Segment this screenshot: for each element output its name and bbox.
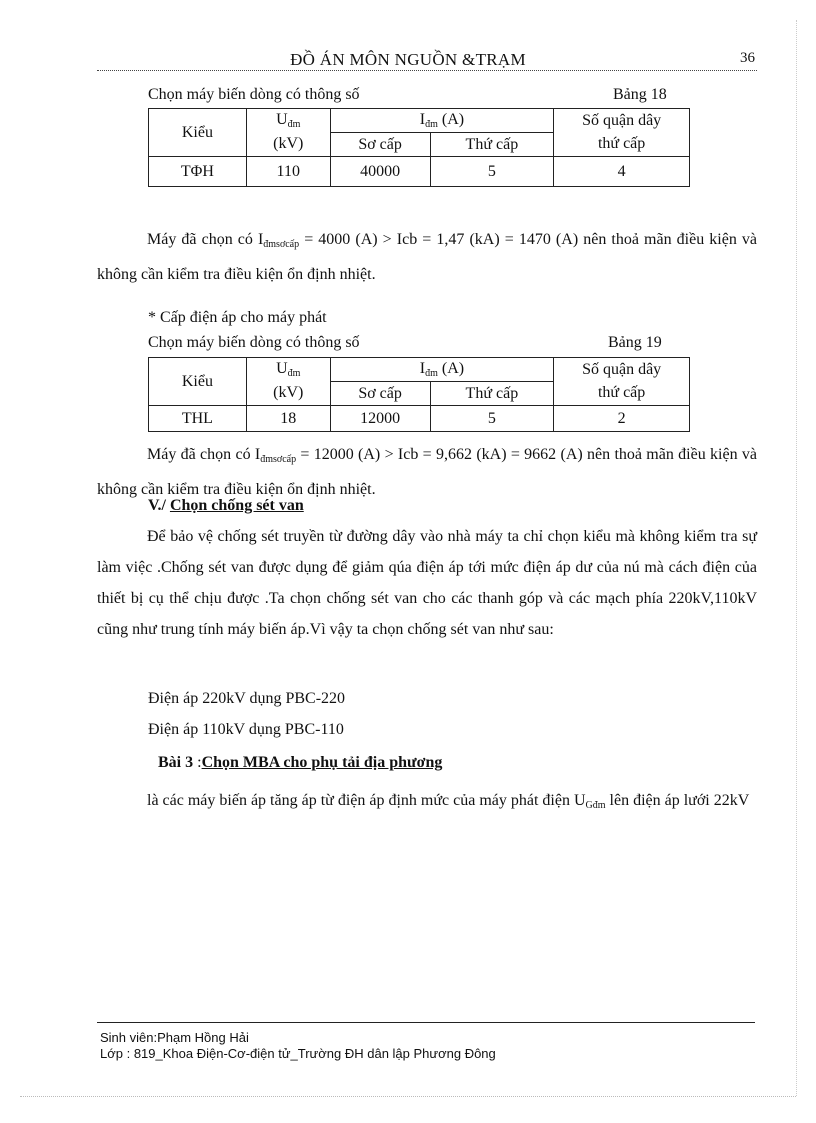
cell-thu-cap: 5 [430, 406, 554, 432]
page-border-bottom [20, 1096, 796, 1097]
header-i: $I_{đm}$ (A) [330, 109, 554, 133]
paragraph-4: là các máy biến áp tăng áp từ điện áp định mức của máy phát điện $U_{Gđm}$ lên điện áp lưới 22kV [147, 792, 750, 811]
header-rule [97, 70, 757, 71]
header-thu-cap: Thứ cấp [430, 382, 554, 406]
header-so-quan: Số quận dây [554, 358, 690, 382]
table19-caption: Chọn máy biến dòng có thông số [148, 334, 360, 351]
header-so-cap: Sơ cấp [330, 382, 430, 406]
table-18 [148, 108, 690, 187]
cell-so-cap: 12000 [330, 406, 430, 432]
header-u-unit: (kV) [246, 133, 330, 157]
page-header-title: ĐỒ ÁN MÔN NGUỒN &TRẠM [290, 50, 526, 69]
header-u: $U_{đm}$ [246, 109, 330, 133]
table-19 [148, 357, 690, 432]
header-so-cap: Sơ cấp [330, 133, 430, 157]
cell-u: 110 [246, 157, 330, 187]
page-number: 36 [740, 50, 755, 66]
cell-so-quan: 2 [554, 406, 690, 432]
generator-note: * Cấp điện áp cho máy phát [148, 309, 327, 326]
paragraph-1: Máy đã chọn có $I_{đmsơcấp} = 4000$ (A) > Icb = 1,47 (kA) = 1470 (A) nên thoả mãn điều kiện và không cần kiểm tra điều kiện ổn định nhiệt. [97, 231, 757, 283]
cell-kieu: TΦH [149, 157, 247, 187]
cell-thu-cap: 5 [430, 157, 554, 187]
header-u: $U_{đm}$ [246, 358, 330, 382]
footer-class: Lớp : 819_Khoa Điện-Cơ-điện tử_Trường ĐH dân lập Phương Đông [100, 1046, 496, 1061]
table18-label: Bảng 18 [613, 86, 667, 103]
table-row [149, 406, 690, 432]
header-so-quan-2: thứ cấp [554, 133, 690, 157]
header-so-quan-2: thứ cấp [554, 382, 690, 406]
footer-student: Sinh viên:Phạm Hồng Hải [100, 1030, 249, 1045]
table19-label: Bảng 19 [608, 334, 662, 351]
cell-so-cap: 40000 [330, 157, 430, 187]
cell-u: 18 [246, 406, 330, 432]
footer-rule [97, 1022, 755, 1023]
header-kieu: Kiểu [149, 109, 247, 157]
section-5-heading: V./ Chọn chống sét van [148, 497, 304, 514]
line-220kv: Điện áp 220kV dụng PBC-220 [148, 690, 346, 707]
page-border-right [796, 20, 797, 1096]
header-kieu: Kiểu [149, 358, 247, 406]
table-row [149, 157, 690, 187]
header-i: $I_{đm}$ (A) [330, 358, 554, 382]
cell-kieu: THL [149, 406, 247, 432]
line-110kv: Điện áp 110kV dụng PBC-110 [148, 721, 344, 738]
table18-caption: Chọn máy biến dòng có thông số [148, 86, 360, 103]
header-so-quan: Số quận dây [554, 109, 690, 133]
lesson-3-heading: Bài 3 :Chọn MBA cho phụ tải địa phương [158, 754, 443, 771]
paragraph-3: Để bảo vệ chống sét truyền từ đường dây vào nhà máy ta chỉ chọn kiểu mà không kiểm tra sự làm việc .Chống sét van được dụng để giảm qúa điện áp tới mức điện áp dư của nú mà cách điện của thiết bị cụ thể chịu được .Ta chọn chống sét van cho các thanh góp và các mạch phía 220kV,110kV cũng như trung tính máy biến áp.Vì vậy ta chọn chống sét van như sau: [97, 528, 757, 638]
header-u-unit: (kV) [246, 382, 330, 406]
cell-so-quan: 4 [554, 157, 690, 187]
paragraph-2: Máy đã chọn có $I_{đmsơcấp} = 12000$ (A) > Icb = 9,662 (kA) = 9662 (A) nên thoả mãn điều kiện và không cần kiểm tra điều kiện ổn định nhiệt. [97, 446, 758, 498]
header-thu-cap: Thứ cấp [430, 133, 554, 157]
